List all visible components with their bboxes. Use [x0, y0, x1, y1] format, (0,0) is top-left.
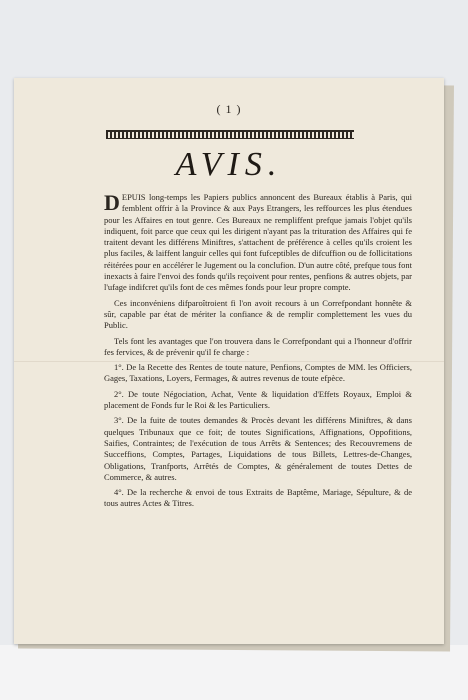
paragraph-inconveniences: Ces inconvéniens difparoîtroient fi l'on avoit recours à un Correfpondant honnête & sûr, capable par état de mériter la confiance & de remplir complettement les vues du Public.	[104, 297, 412, 331]
paragraph-item-2: 2°. De toute Négociation, Achat, Vente & liquidation d'Effets Royaux, Emploi & placement de Fonds fur le Roi & les Particuliers.	[104, 388, 412, 411]
paragraph-item-3: 3°. De la fuite de toutes demandes & Procès devant les différens Miniftres, & dans quelques Tribunaux que ce foit; de toutes Significations, Affignations, Oppofitions, Saifies, Contraintes; de l'exécution de tous Arrêts & Sentences; des Recouvremens de Succeffions, Comptes, Partages, Liquidations de tous Billets, Lettres-de-Changes, Obligations, Tranfports, Arrêtés de Comptes, & généralement de toutes Dettes de Commerce, & autres.	[104, 415, 412, 482]
backdrop	[0, 645, 468, 700]
ornamental-rule	[106, 130, 354, 139]
paragraph-item-4: 4°. De la recherche & envoi de tous Extraits de Baptême, Mariage, Sépulture, & de tous autres Actes & Titres.	[104, 487, 412, 509]
paragraph-advantages: Tels font les avantages que l'on trouvera dans le Correfpondant qui a l'honneur d'offrir fes fervices, & de prévenir qu'il fe charge :	[104, 335, 412, 357]
paragraph-intro	[104, 192, 412, 294]
document-page	[14, 78, 444, 644]
drop-cap: D	[104, 190, 120, 215]
paragraph-intro-text: EPUIS long-temps les Papiers publics annoncent des Bureaux établis à Paris, qui femblent offrir à la Province & aux Pays Etrangers, les reffources les plus étendues pour les Affaires en tout genre. Ces Bureaux ne rempliffent prefque jamais l'objet qu'ils indiquent, foit parce que ceux qui les dirigent n'ayant pas la trituration des Affaires qui fe traitent devant les différens Miniftres, s'attachent de préférence à celles qu'ils croient les plus faciles, & laiffent languir celles qui font fufceptibles de difcuffion ou de follicitations réitérées pour en accélérer le Jugement ou la conclufion. D'un autre côté, prefque tous font inexacts à faire l'envoi des fonds qu'ils reçoivent pour rentes, penfions & autres objets, par l'ufage indifcret qu'ils font de ces mêmes fonds pour leur propre compte.	[104, 192, 412, 293]
paragraph-item-1: 1°. De la Recette des Rentes de toute nature, Penfions, Comptes de MM. les Officiers, Gages, Taxations, Loyers, Fermages, & autres revenus de toute efpèce.	[104, 362, 412, 384]
page-title: AVIS.	[175, 146, 283, 183]
document-body	[104, 192, 412, 514]
page-number: ( 1 )	[216, 102, 242, 116]
